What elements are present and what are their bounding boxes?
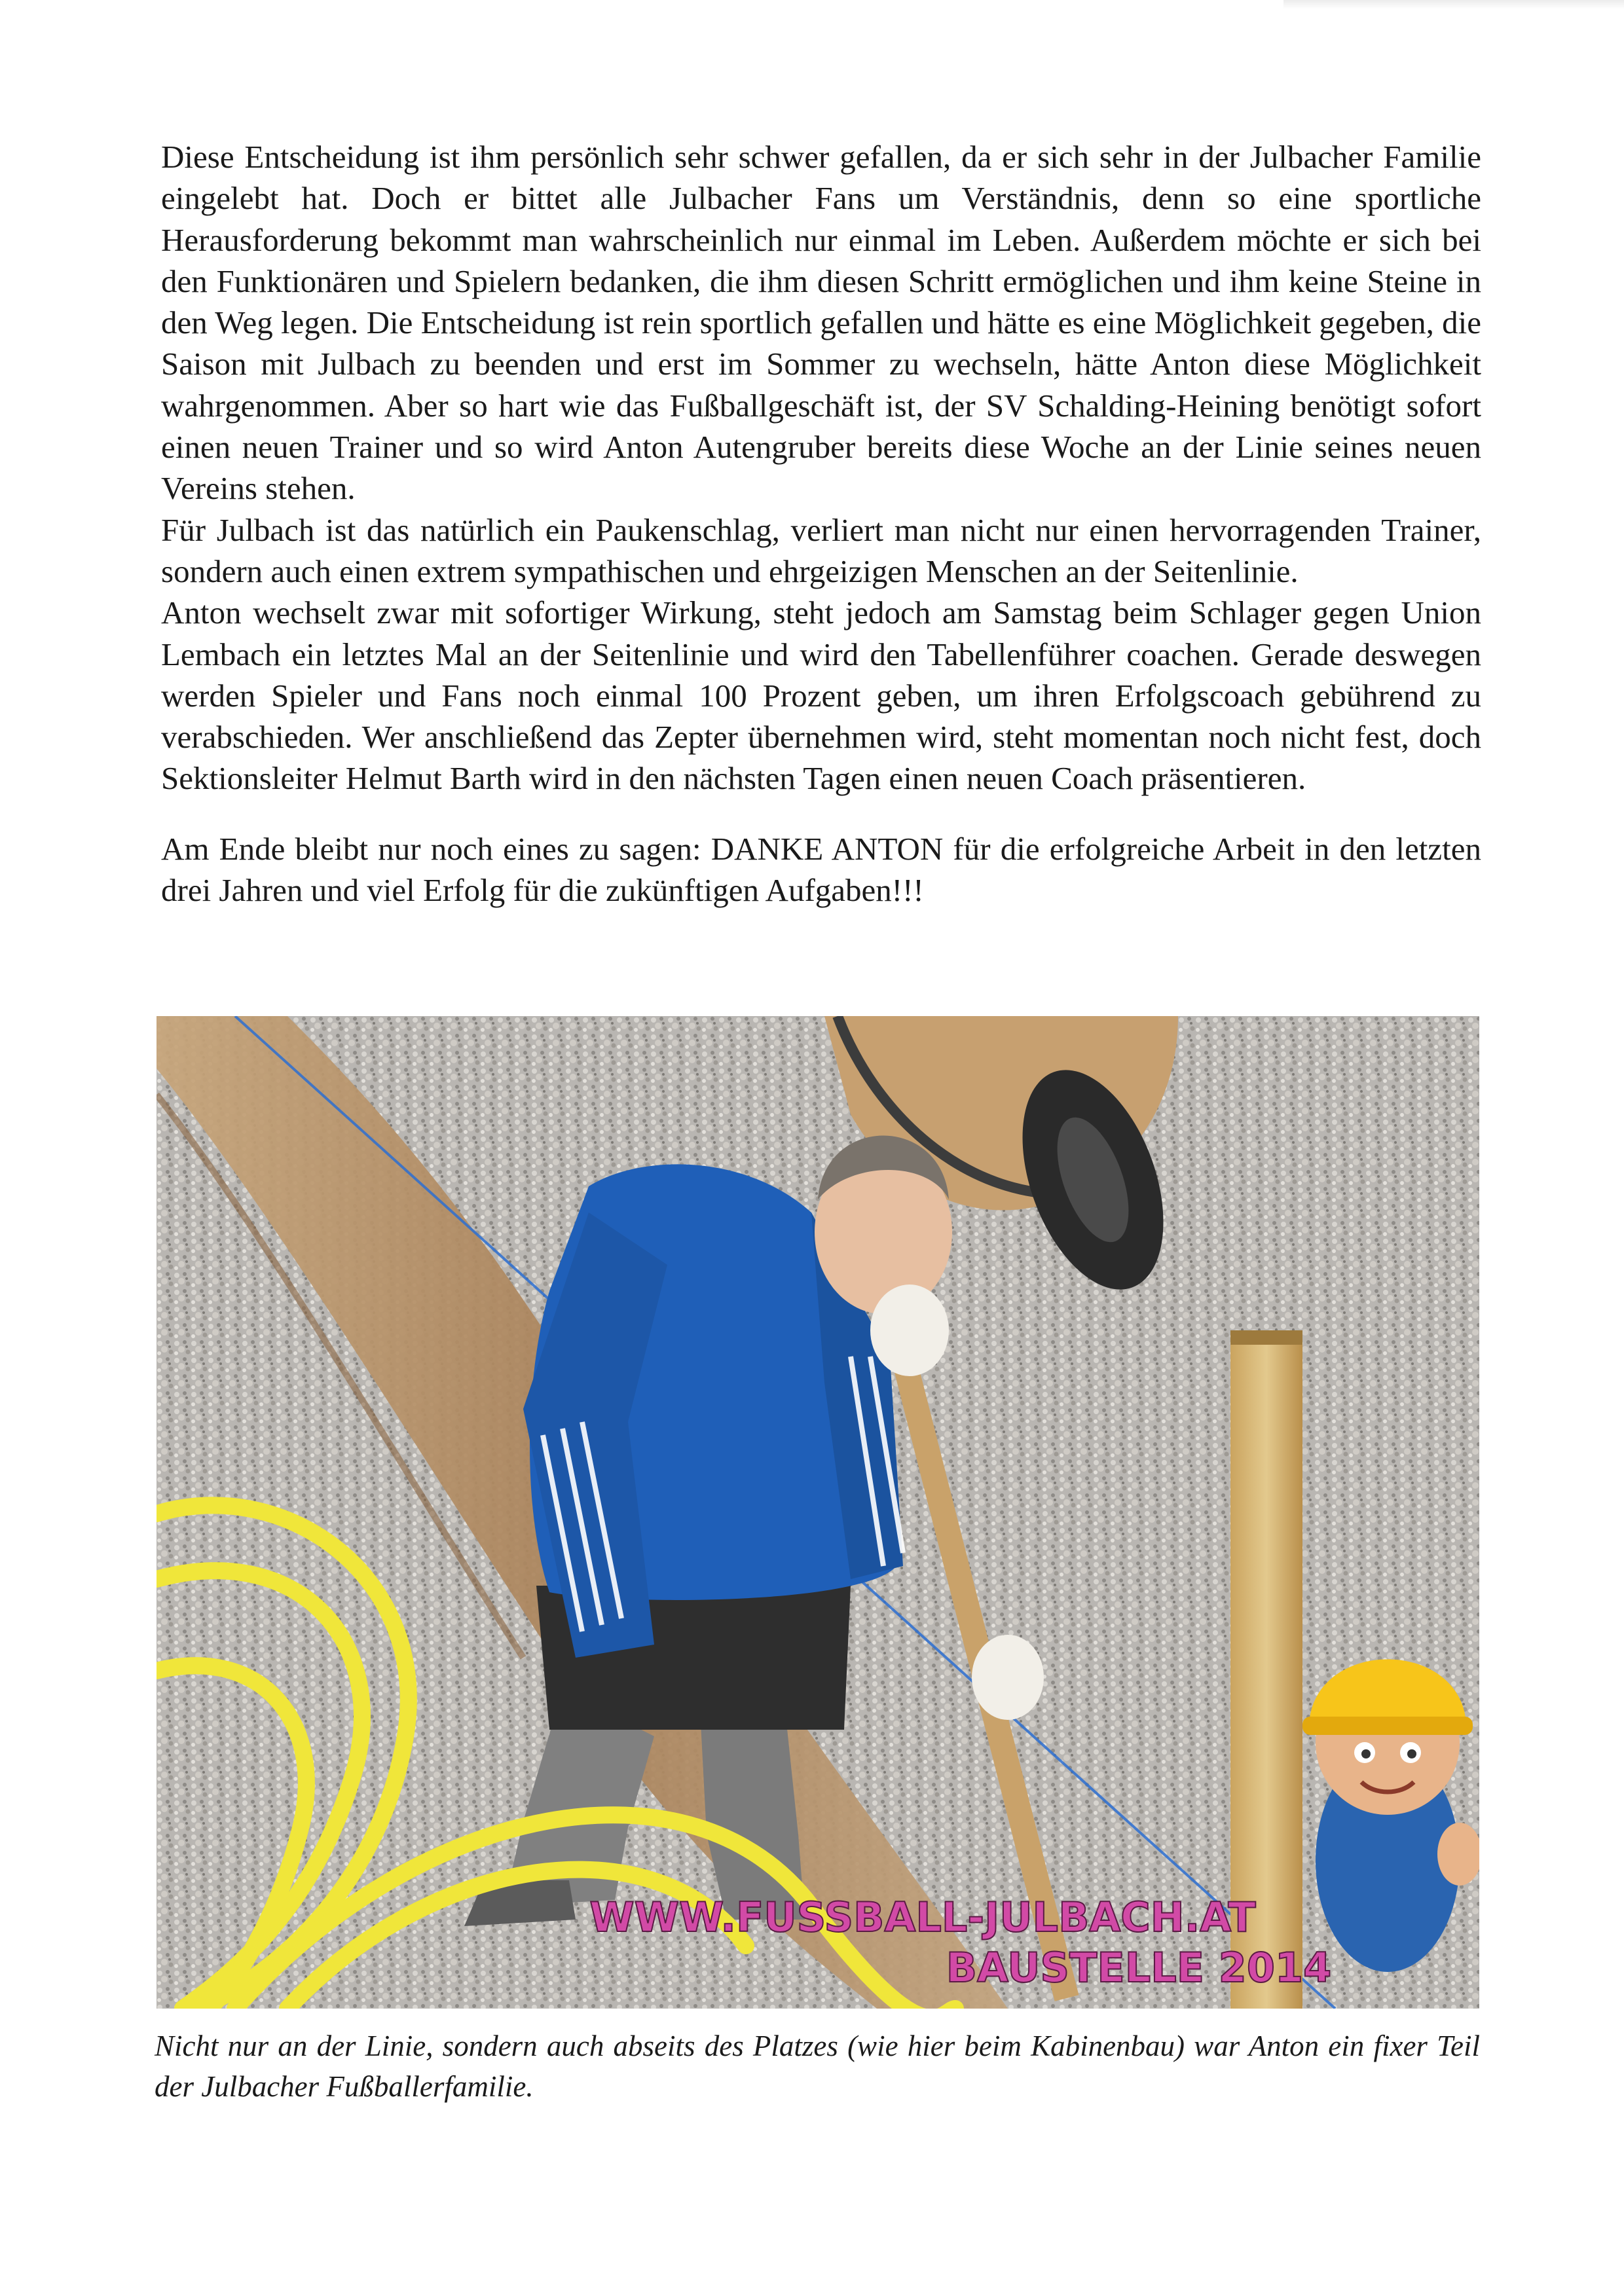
- photo-illustration: [157, 1016, 1479, 2009]
- watermark-title: BAUSTELLE 2014: [946, 1944, 1332, 1992]
- scan-edge: [1283, 0, 1624, 9]
- article-closing: Am Ende bleibt nur noch eines zu sagen: DANKE ANTON für die erfolgreiche Arbeit in den letzten drei Jahren und viel Erfolg für die zukünftigen Aufgaben!!!: [161, 830, 1481, 909]
- article-paragraph: Diese Entscheidung ist ihm persönlich sehr schwer gefallen, da er sich sehr in der Julbacher Familie eingelebt hat. Doch er bittet alle Julbacher Fans um Verständnis, denn so eine sportliche Herausforderung bekommt man wahrscheinlich nur einmal im Leben. Außerdem möchte er sich bei den Funktionären und Spielern bedanken, die ihm diesen Schritt ermöglichen und ihm keine Steine in den Weg legen. Die Entscheidung ist rein sportlich gefallen und hätte es eine Möglichkeit gegeben, die Saison mit Julbach zu beenden und erst im Sommer zu wechseln, hätte Anton diese Möglichkeit wahrgenommen. Aber so hart wie das Fußballgeschäft ist, der SV Schalding-Heining benötigt sofort einen neuen Trainer und so wird Anton Autengruber bereits diese Woche an der Linie seines neuen Vereins stehen.: [161, 139, 1481, 507]
- photo-caption: [155, 2026, 1480, 2107]
- construction-photo: [157, 1016, 1479, 2009]
- article-body: [161, 136, 1481, 911]
- article-paragraph: Anton wechselt zwar mit sofortiger Wirkung, steht jedoch am Samstag beim Schlager gegen Union Lembach ein letztes Mal an der Seitenlinie und wird den Tabellenführer coachen. Gerade deswegen werden Spieler und Fans noch einmal 100 Prozent geben, um ihren Erfolgscoach gebührend zu verabschieden. Wer anschließend das Zepter übernehmen wird, steht momentan noch nicht fest, doch Sektionsleiter Helmut Barth wird in den nächsten Tagen einen neuen Coach präsentieren.: [161, 594, 1481, 797]
- watermark-url: WWW.FUSSBALL-JULBACH.AT: [589, 1893, 1256, 1941]
- article-paragraph: Für Julbach ist das natürlich ein Paukenschlag, verliert man nicht nur einen hervorragenden Trainer, sondern auch einen extrem sympathischen und ehrgeizigen Menschen an der Seitenlinie.: [161, 511, 1481, 589]
- caption-text: Nicht nur an der Linie, sondern auch abseits des Platzes (wie hier beim Kabinenbau) war Anton ein fixer Teil der Julbacher Fußballerfamilie.: [155, 2030, 1480, 2103]
